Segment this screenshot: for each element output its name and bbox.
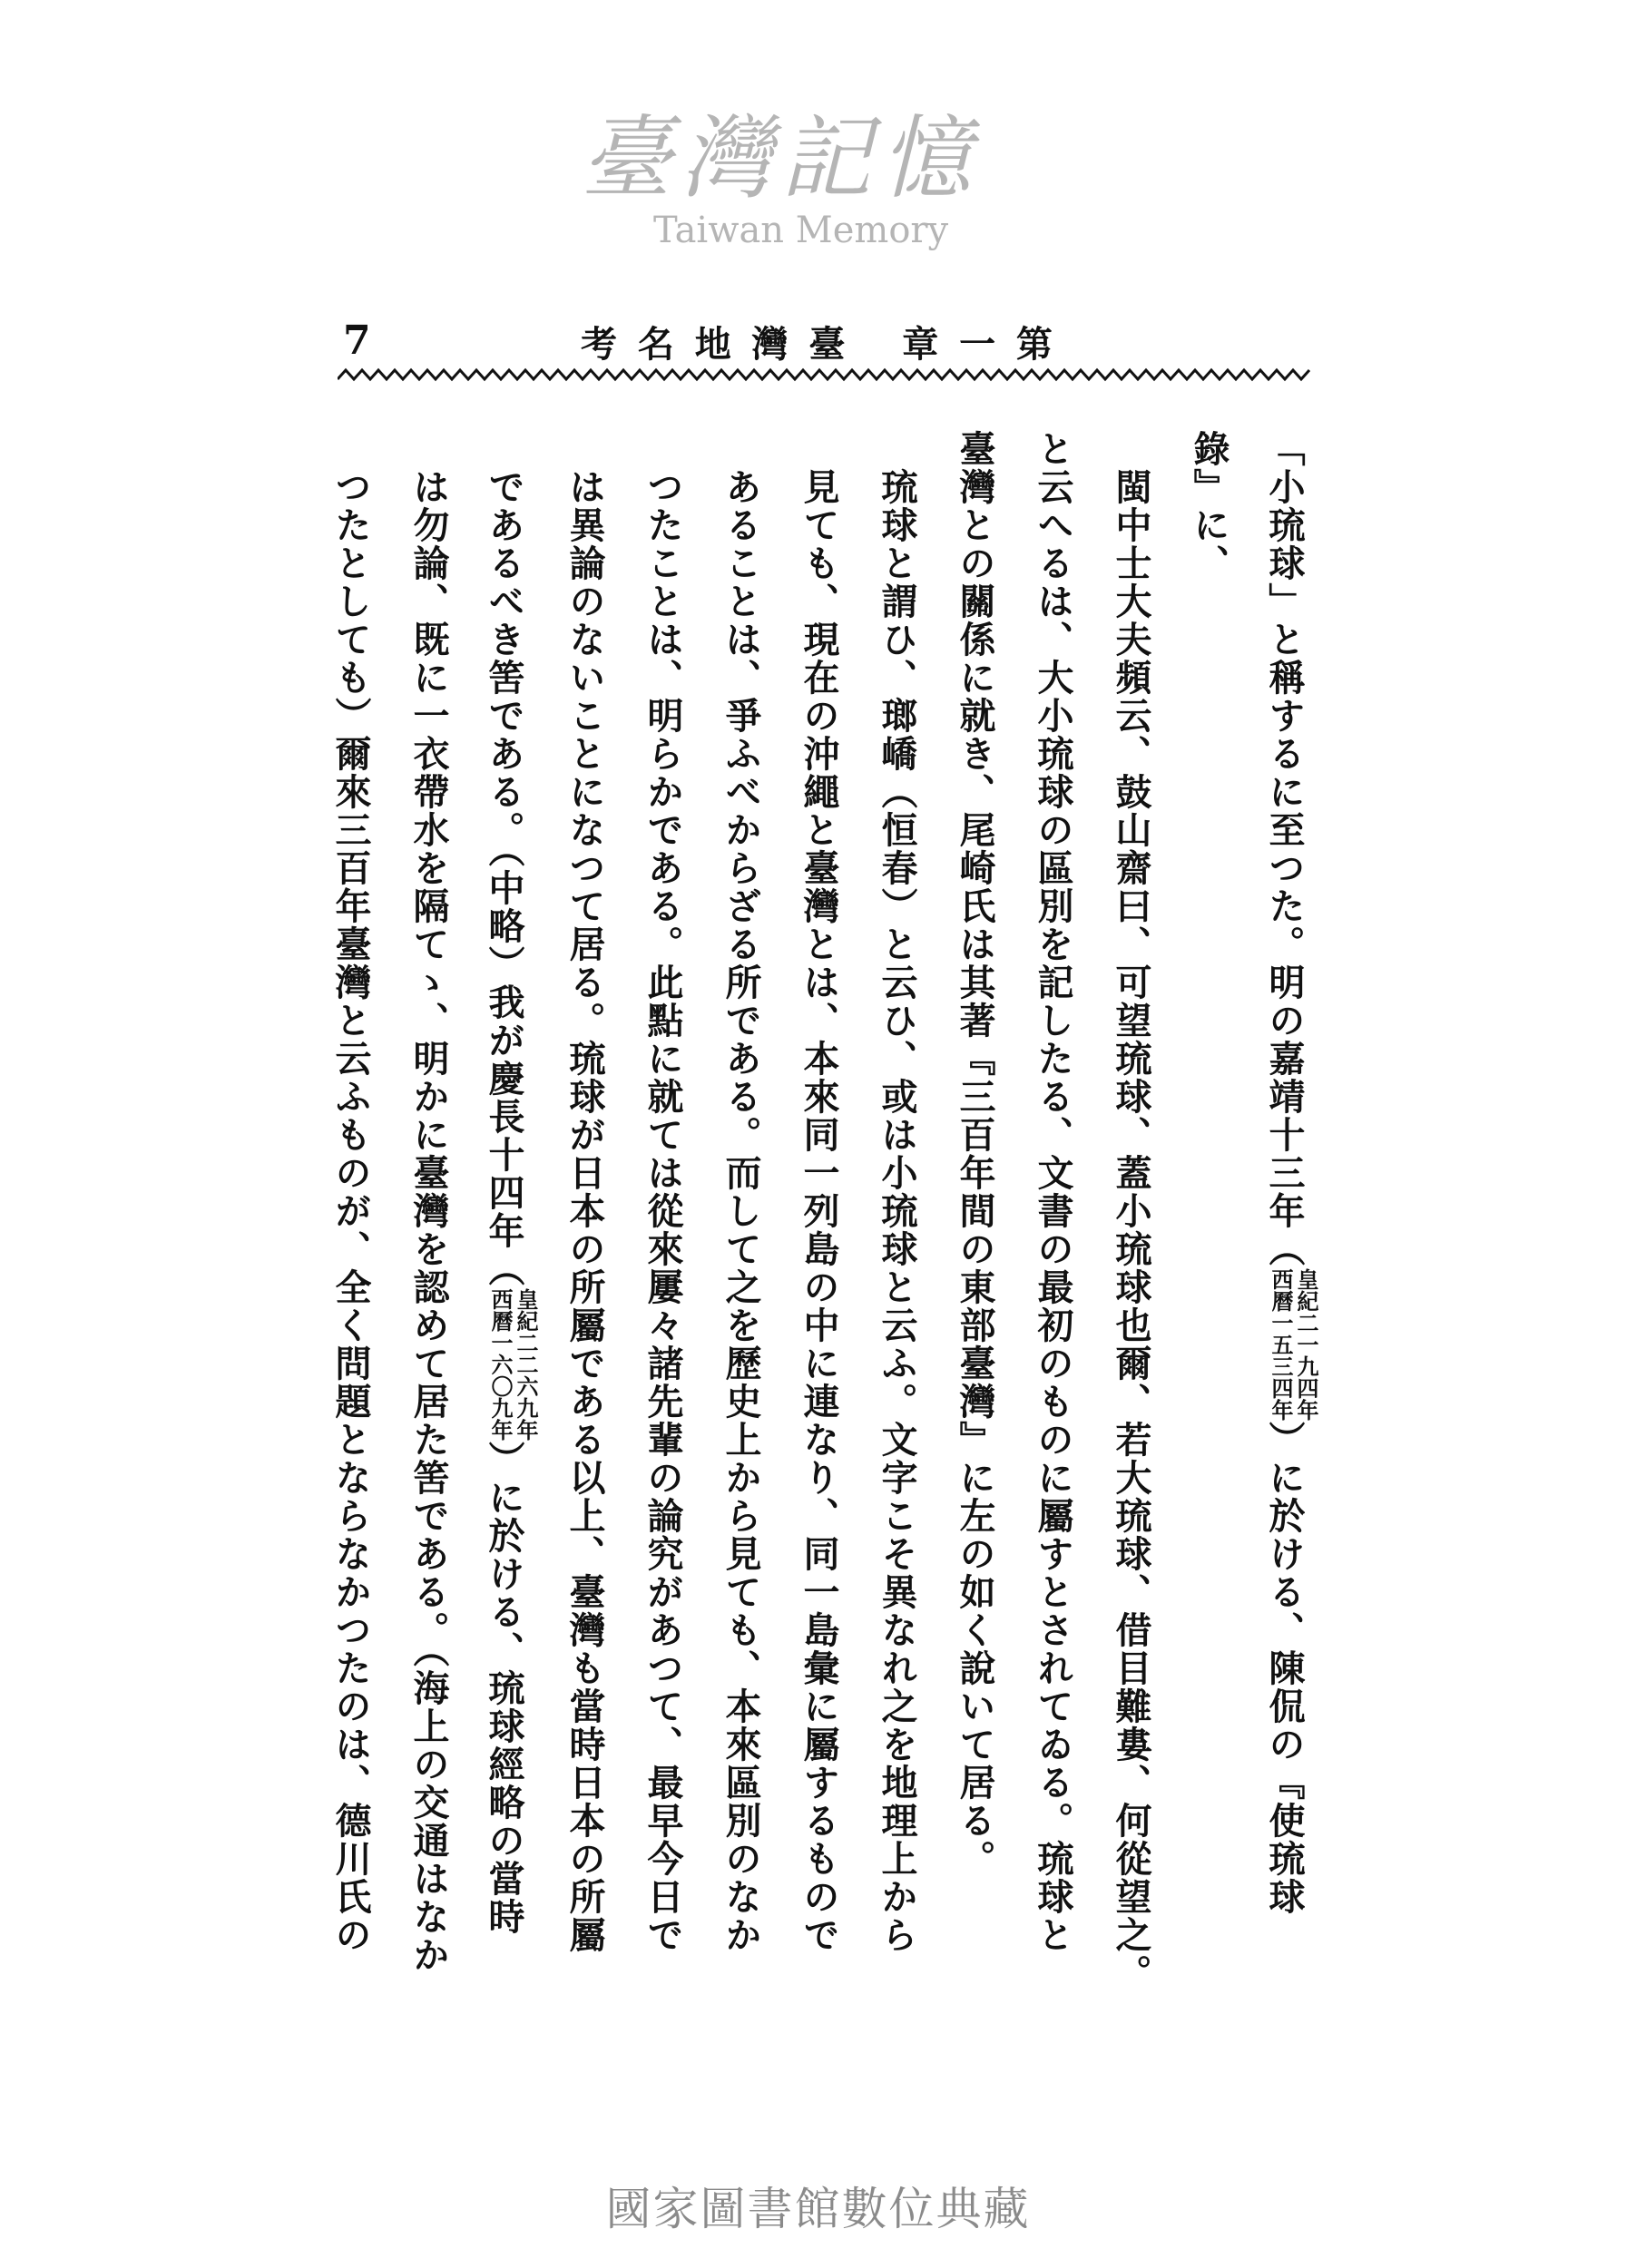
text-column (553, 468, 616, 1954)
text-run: 錄』に、 (1188, 430, 1230, 582)
text-column (1255, 430, 1318, 1916)
note-open-paren: （ (1263, 1230, 1306, 1268)
text-run: に於ける、陳侃の『使琉球 (1263, 1459, 1306, 1916)
text-run: 「小琉球」と稱するに至つた。明の嘉靖十三年 (1263, 430, 1306, 1230)
text-column (318, 468, 382, 1954)
watermark-en: Taiwan Memory (653, 210, 949, 251)
text-run: 見ても、現在の沖繩と臺灣とは、本來同一列島の中に連なり、同一島彙に屬するもので (798, 468, 840, 1954)
text-run: あることは、爭ふべからざる所である。而して之を歷史上から見ても、本來區別のなか (720, 468, 762, 1954)
text-run: つたことは、明らかである。此點に就ては從來屢々諸先輩の論究があつて、最早今日で (642, 468, 684, 1954)
text-run: に於ける、琉球經略の當時 (483, 1479, 525, 1936)
running-head-char: 名 (637, 323, 674, 366)
text-column (943, 430, 1006, 1878)
page-number: 7 (343, 318, 371, 364)
wavy-rule (338, 365, 1313, 386)
inline-note-line: 皇紀二二六九年 (513, 1288, 539, 1441)
text-run: と云へるは、大小琉球の區別を記したる、文書の最初のものに屬すとされてゐる。琉球と (1032, 430, 1074, 1954)
text-column (709, 468, 772, 1954)
text-column (397, 468, 460, 1974)
footer-collection-label: 國家圖書館數位典藏 (605, 2183, 1031, 2235)
text-column (787, 468, 850, 1954)
inline-note (1268, 1268, 1318, 1421)
running-head-char: 地 (694, 323, 731, 366)
running-head-char: 臺 (808, 323, 846, 366)
inline-note-line: 皇紀二一九四年 (1293, 1268, 1319, 1421)
text-column (1099, 468, 1162, 1992)
inline-note (487, 1288, 538, 1441)
text-column (475, 468, 538, 1936)
text-run: であるべき筈である。（中略）我が慶長十四年 (483, 468, 525, 1250)
running-head-char: 一 (959, 323, 996, 366)
text-run: 閩中士大夫頻云、鼓山齋曰、可望琉球、蓋小琉球也爾、若大琉球、借目難婁、何從望之。 (1110, 468, 1152, 1992)
running-head (581, 316, 1053, 367)
running-head-char: 灣 (751, 323, 789, 366)
watermark-cjk: 臺灣記憶 (581, 105, 980, 211)
running-head-char: 章 (902, 323, 939, 366)
text-run: は勿論、既に一衣帶水を隔てゝ、明かに臺灣を認めて居た筈である。（海上の交通はなか (407, 468, 450, 1974)
inline-note-line: 西曆一六〇九年 (487, 1288, 514, 1441)
text-run: 琉球と謂ひ、瑯嶠（恒春）と云ひ、或は小琉球と云ふ。文字こそ異なれ之を地理上から (876, 468, 918, 1954)
note-open-paren: （ (483, 1250, 525, 1288)
running-head-char: 第 (1015, 323, 1053, 366)
text-run: 臺灣との關係に就き、尾崎氏は其著『三百年間の東部臺灣』に左の如く說いて居る。 (954, 430, 996, 1878)
text-run: つたとしても）爾來三百年臺灣と云ふものが、全く問題とならなかつたのは、德川氏の (329, 468, 372, 1954)
running-head-char: 考 (581, 323, 617, 366)
text-column (865, 468, 928, 1954)
text-run: は異論のないことになつて居る。琉球が日本の所屬である以上、臺灣も當時日本の所屬 (563, 468, 606, 1954)
inline-note-line: 西曆一五三四年 (1268, 1268, 1294, 1421)
text-column (631, 468, 694, 1954)
note-close-paren: ） (1263, 1421, 1306, 1459)
text-column (1021, 430, 1084, 1954)
note-close-paren: ） (483, 1441, 525, 1479)
watermark (581, 105, 1125, 290)
text-column (1177, 430, 1240, 582)
